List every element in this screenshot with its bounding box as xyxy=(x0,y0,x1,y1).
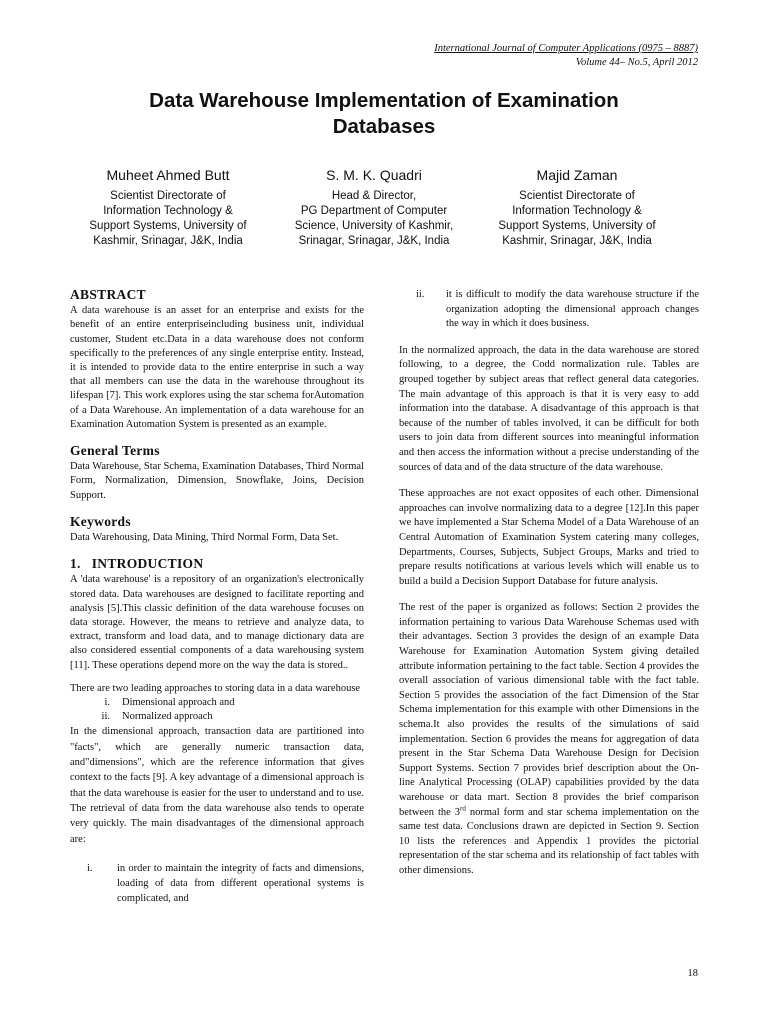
body-paragraph: These approaches are not exact opposites of each other. Dimensional approaches can involve normalizing data to a degree [12].In this paper we have implemented a Star Schema Model of a Data Warehouse of an Central Automation of Examination System catering many colleges, Departments, Courses, Subjects, Subject Groups, Marks and tried to prepare results notifications at various levels which will enable us to build a build a Decision Support Database for future analysis. xyxy=(399,488,699,587)
author-name: Muheet Ahmed Butt xyxy=(106,167,230,183)
abstract-heading: ABSTRACT xyxy=(70,287,146,302)
author-affiliation: Information Technology & xyxy=(512,205,642,217)
superscript: rd xyxy=(460,804,466,813)
keywords-heading: Keywords xyxy=(70,513,131,529)
intro-paragraph: In the dimensional approach, transaction data are partitioned into "facts", which are generally numeric transaction data, and"dimensions", which are the reference information that gives context to the facts [9]. A key advantage of a dimensional approach is that the data warehouse is easier for the user to understand and to use. The retrieval of data from the data warehouse also tends to operate very quickly. The main disadvantages of the dimensional approach are: xyxy=(70,726,364,845)
general-terms-heading: General Terms xyxy=(70,443,160,459)
body-paragraph xyxy=(399,601,699,878)
author-affiliation: Head & Director, xyxy=(331,190,417,202)
author-affiliation: Srinagar, Srinagar, J&K, India xyxy=(298,235,450,247)
approach-list xyxy=(70,696,364,724)
author-affiliation: Scientist Directorate of xyxy=(110,190,226,202)
author-affiliation: Support Systems, University of xyxy=(89,220,247,232)
list-number: i. xyxy=(104,697,110,709)
journal-volume: Volume 44– No.5, April 2012 xyxy=(575,57,698,68)
list-text: in order to maintain the integrity of facts and dimensions, loading of data from different operational systems is complicated, and xyxy=(117,862,364,904)
title-line-1: Data Warehouse Implementation of Examination xyxy=(149,89,619,112)
author-affiliation: Kashmir, Srinagar, J&K, India xyxy=(502,235,652,247)
author-affiliation: PG Department of Computer xyxy=(300,205,448,217)
introduction-heading: 1. INTRODUCTION xyxy=(70,556,204,572)
list-item xyxy=(399,288,699,332)
keywords-text: Data Warehousing, Data Mining, Third Normal Form, Data Set. xyxy=(70,532,339,544)
list-text: Normalized approach xyxy=(122,711,213,723)
title-line-2: Databases xyxy=(332,115,436,138)
list-number: ii. xyxy=(416,289,425,300)
intro-paragraph: There are two leading approaches to storing data in a data warehouse xyxy=(70,682,361,694)
list-number: i. xyxy=(87,862,93,874)
list-item xyxy=(92,710,364,724)
body-paragraph: In the normalized approach, the data in the data warehouse are stored following, to a degree, the Codd normalization rule. Tables are grouped together by subject areas that reflect general data categories. The main advantage of this approach is that it is very easy to add information into the database. A disadvantage of this approach is that because of the number of tables involved, it can be difficult for both users to join data from different sources into meaningful information and then access the information without a precise understanding of the sources of data and of the data structure of the data warehouse. xyxy=(399,344,699,473)
journal-header xyxy=(434,42,698,70)
author-block xyxy=(58,168,278,249)
journal-name: International Journal of Computer Applications (0975 – 8887) xyxy=(434,43,698,54)
author-name: Majid Zaman xyxy=(536,167,618,183)
general-terms-text: Data Warehouse, Star Schema, Examination Databases, Third Normal Form, Normalization, Dimension, Snowflake, Joins, Decision Support. xyxy=(70,461,364,501)
list-item xyxy=(92,696,364,710)
page-number: 18 xyxy=(687,968,698,979)
author-affiliation: Kashmir, Srinagar, J&K, India xyxy=(93,235,243,247)
paper-title xyxy=(60,88,708,140)
list-number: ii. xyxy=(101,711,110,723)
intro-paragraph: A 'data warehouse' is a repository of an organization's electronically stored data. Data warehouses are designed to facilitate reporting and analysis [5].This classic definition of the data warehouse focuses on data storage. However, the means to retrieve and analyze data, to extract, transform and load data, and to manage dictionary data are also considered essential components of a data warehousing system [11]. These operations depend more on the way the data is stored.. xyxy=(70,574,364,671)
abstract-text: A data warehouse is an asset for an enterprise and exists for the benefit of an entire enterpriseincluding business unit, individual customer, Student etc.Data in a data warehouse does not conform specifically to the preferences of any single enterprise entity. Instead, it is intended to provide data to the entire enterprise in such a way that all members can use the data in the warehouse throughout its lifespan [7]. This work explores using the star schema forAutomation of a Data Warehouse. An implementation of a data warehouse for an Examination Automation System is presented as an example. xyxy=(70,305,364,430)
paragraph-text: The rest of the paper is organized as follows: Section 2 provides the information pertaining to various Data Warehouse Schemas used with their advantages. Section 3 provides the design of an example Data Warehouse for Examination Automation System giving detailed attribute information pertaining to the fact table. Section 4 provides the overall association of various dimensional table with the fact table. Section 5 provides the association of the fact Dimension of the Star Schema implementation for this example with other Dimensions in the schema.It also provides the results of the simulations of said implementation. Section 6 provides the means for aggregation of data present in the Star Schema Data Warehouse Design for Decision Support Systems. Section 7 provides brief description about the On-line Analytical Processing (OLAP) capabilities provided by the data warehouse or data mart. Section 8 provides the brief comparison between the 3 xyxy=(399,602,699,818)
list-item xyxy=(70,861,364,906)
author-affiliation: Information Technology & xyxy=(103,205,233,217)
author-affiliation: Scientist Directorate of xyxy=(519,190,635,202)
paragraph-text: normal form and star schema implementation on the same test data. Conclusions drawn are depicted in Section 9. Section 10 lists the references and Appendix 1 provides the pictorial representation of the star schema and its relationship of fact tables with other dimensions. xyxy=(399,806,700,876)
left-column xyxy=(70,288,364,906)
author-affiliation: Support Systems, University of xyxy=(498,220,656,232)
author-block xyxy=(264,168,484,249)
list-text: it is difficult to modify the data warehouse structure if the organization adopting the dimensional approach changes the way in which it does business. xyxy=(446,289,699,330)
author-block xyxy=(467,168,687,249)
author-name: S. M. K. Quadri xyxy=(326,167,422,183)
right-column xyxy=(399,288,699,879)
list-text: Dimensional approach and xyxy=(122,697,235,709)
author-affiliation: Science, University of Kashmir, xyxy=(294,220,454,232)
